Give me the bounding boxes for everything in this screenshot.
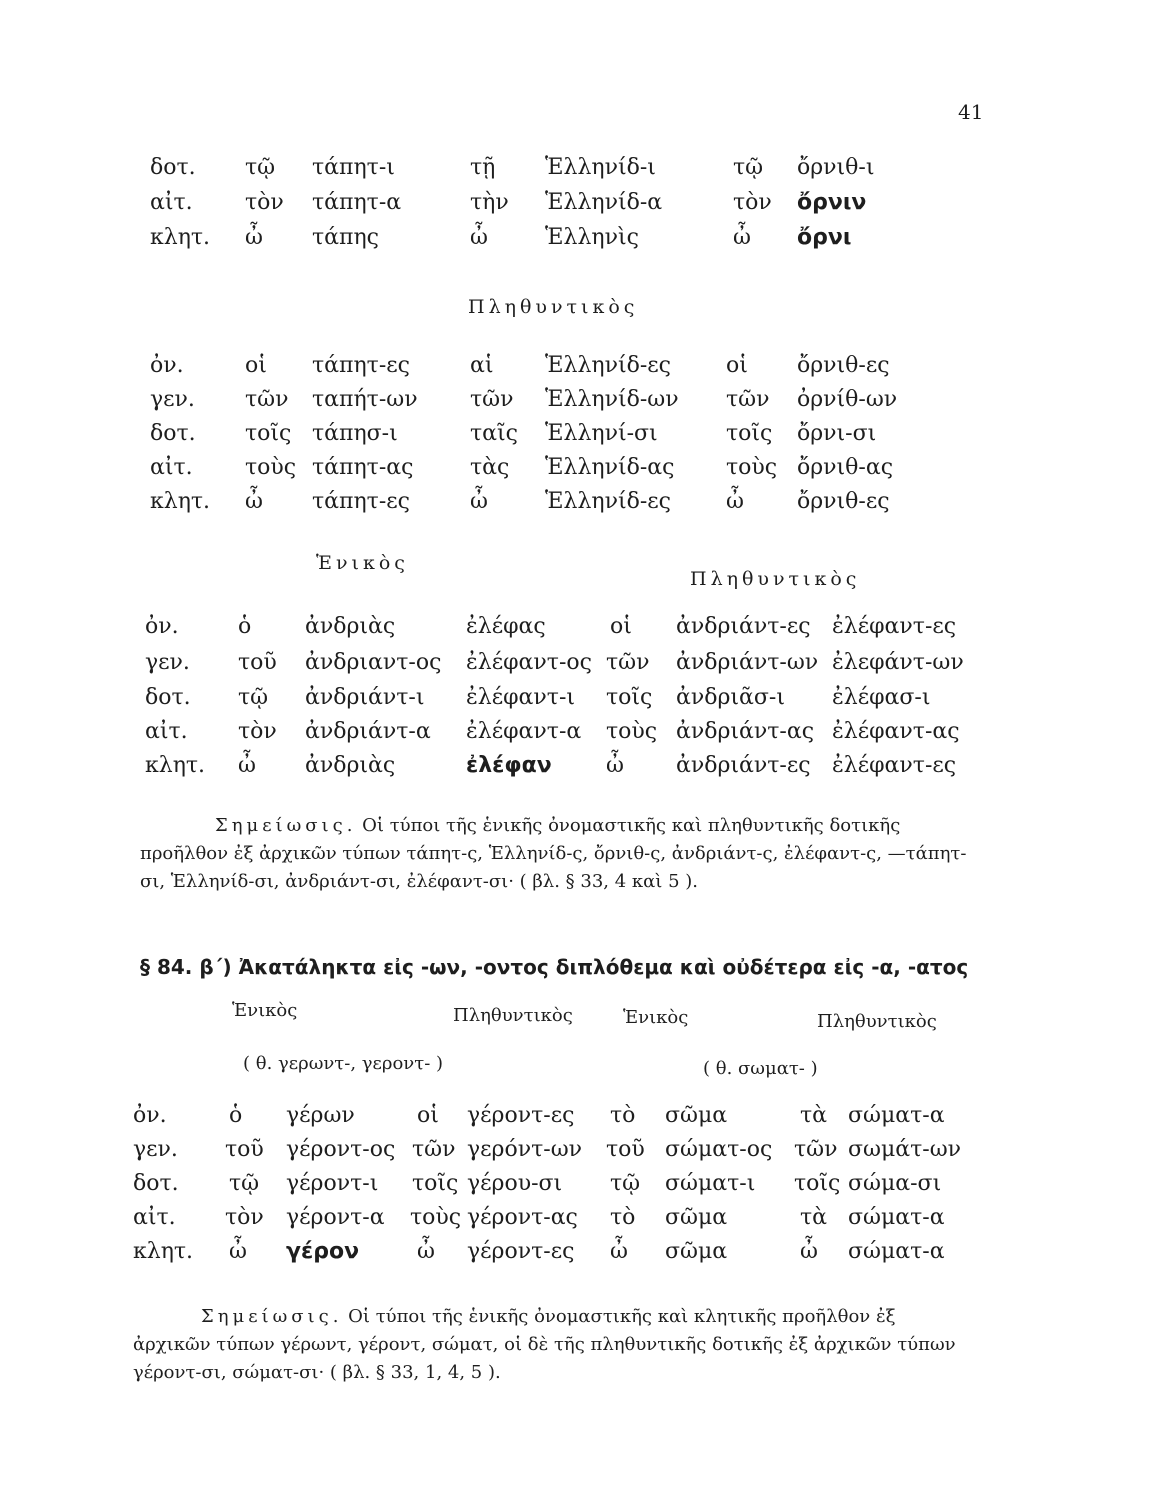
article: τῷ: [610, 1171, 641, 1196]
form: ἀνδριάντ-ας: [676, 719, 815, 744]
singular-heading: Ἑνικὸς: [232, 1000, 298, 1021]
form: σώματ-ι: [665, 1171, 756, 1196]
article: ὦ: [800, 1239, 818, 1264]
article: τοῖς: [606, 685, 653, 710]
article: τοῖς: [726, 421, 773, 446]
form: ἀνδριάντ-ων: [676, 650, 819, 675]
form: ἐλέφαντ-α: [466, 719, 582, 744]
plural-heading: Πληθυντικὸς: [468, 296, 639, 318]
article: ὦ: [733, 225, 751, 250]
plural-heading: Πληθυντικὸς: [817, 1011, 937, 1032]
form: ὀρνίθ-ων: [797, 387, 898, 412]
form: γέρων: [286, 1103, 355, 1128]
case-label: ὀν.: [133, 1103, 167, 1128]
case-label: δοτ.: [150, 155, 196, 180]
article: τῶν: [606, 650, 650, 675]
case-label: αἰτ.: [150, 190, 193, 215]
case-label: γεν.: [150, 387, 195, 412]
case-label: δοτ.: [133, 1171, 179, 1196]
case-label: ὀν.: [150, 353, 184, 378]
article: οἱ: [726, 353, 748, 378]
form: ἐλέφαντ-ες: [832, 753, 957, 778]
form: Ἑλληνὶς: [545, 225, 639, 250]
article: τῶν: [794, 1137, 838, 1162]
article: ὦ: [238, 753, 256, 778]
article: οἱ: [245, 353, 267, 378]
article: ὦ: [470, 225, 488, 250]
case-label: κλητ.: [150, 225, 211, 250]
article: τὸν: [245, 190, 284, 215]
case-label: αἰτ.: [145, 719, 188, 744]
singular-heading: Ἑνικὸς: [623, 1007, 689, 1028]
form: γέροντ-ες: [467, 1239, 575, 1264]
form: ὄρνιθ-ες: [797, 489, 890, 514]
note-text: Οἱ τύποι τῆς ἑνικῆς ὀνομαστικῆς καὶ κλητικῆς προῆλθον ἐξ ἀρχικῶν τύπων γέρωντ, γέροντ, σώματ, οἱ δὲ τῆς πληθυντικῆς δοτικῆς ἐξ ἀρχικῶν τύπων γέροντ-σι, σώματ-σι· ( βλ. § 33, 1, 4, 5 ).: [133, 1306, 956, 1383]
article: τὸ: [610, 1103, 636, 1128]
form: γέροντ-ας: [467, 1205, 578, 1230]
form-bold: ὄρνι: [797, 225, 852, 250]
article: τοὺς: [726, 455, 778, 480]
note-1: [140, 812, 980, 896]
plural-heading: Πληθυντικὸς: [690, 568, 861, 590]
form: ἀνδριάντ-α: [305, 719, 431, 744]
form: σῶμα: [665, 1239, 728, 1264]
case-label: γεν.: [145, 650, 190, 675]
article: τοῦ: [238, 650, 277, 675]
article: τοὺς: [410, 1205, 462, 1230]
form: τάπητ-α: [312, 190, 402, 215]
form: ἀνδριάντ-ες: [676, 753, 811, 778]
article: τὸν: [238, 719, 277, 744]
stem-note: ( θ. γερωντ-, γεροντ- ): [243, 1053, 444, 1074]
form: ἐλέφασ-ι: [832, 685, 931, 710]
form: ταπήτ-ων: [312, 387, 418, 412]
article: τοὺς: [245, 455, 297, 480]
article: ὦ: [245, 225, 263, 250]
article: τῶν: [470, 387, 514, 412]
case-label: δοτ.: [150, 421, 196, 446]
article: τὰς: [470, 455, 510, 480]
article: τὸν: [225, 1205, 264, 1230]
case-label: δοτ.: [145, 685, 191, 710]
form-bold: γέρον: [286, 1239, 360, 1264]
article: τὰ: [800, 1205, 828, 1230]
form: ἐλέφαντ-ες: [832, 614, 957, 639]
form: ὄρνιθ-ας: [797, 455, 894, 480]
article: τῶν: [245, 387, 289, 412]
article: ὦ: [245, 489, 263, 514]
singular-heading: Ἑνικὸς: [316, 552, 409, 574]
form-bold: ὄρνιν: [797, 190, 867, 215]
form: ἐλέφας: [466, 614, 546, 639]
article: τοῖς: [245, 421, 292, 446]
article: τοὺς: [606, 719, 658, 744]
form: ὄρνι-σι: [797, 421, 877, 446]
article: τῶν: [412, 1137, 456, 1162]
plural-heading: Πληθυντικὸς: [453, 1005, 573, 1026]
article: ὦ: [470, 489, 488, 514]
form: ἀνδριᾶσ-ι: [676, 685, 785, 710]
form: ἀνδριάντ-ες: [676, 614, 811, 639]
article: οἱ: [610, 614, 632, 639]
form: ἐλέφαντ-ος: [466, 650, 592, 675]
form: Ἑλληνί-σι: [545, 421, 658, 446]
article: τῷ: [733, 155, 764, 180]
note-text: Οἱ τύποι τῆς ἑνικῆς ὀνομαστικῆς καὶ πληθυντικῆς δοτικῆς προῆλθον ἐξ ἀρχικῶν τύπων τάπητ-ς, Ἑλληνίδ-ς, ὄρνιθ-ς, ἀνδριάντ-ς, ἐλέφαντ-ς, —τάπητ-σι, Ἑλληνίδ-σι, ἀνδριάντ-σι, ἐλέφαντ-σι· ( βλ. § 33, 4 καὶ 5 ).: [140, 815, 967, 892]
form: γέροντ-ες: [467, 1103, 575, 1128]
section-heading: § 84. β΄) Ἀκατάληκτα εἰς -ων, -οντος διπλόθεμα καὶ οὐδέτερα εἰς -α, -ατος: [140, 955, 969, 979]
form: ἐλέφαντ-ας: [832, 719, 960, 744]
form: τάπησ-ι: [312, 421, 398, 446]
article: τὴν: [470, 190, 509, 215]
article: ὦ: [606, 753, 624, 778]
case-label: ὀν.: [145, 614, 179, 639]
form: ἀνδριαντ-ος: [305, 650, 442, 675]
form: σώματ-ος: [665, 1137, 773, 1162]
case-label: αἰτ.: [133, 1205, 176, 1230]
form: Ἑλληνίδ-α: [545, 190, 663, 215]
article: τὸν: [733, 190, 772, 215]
article: τὸ: [610, 1205, 636, 1230]
case-label: κλητ.: [150, 489, 211, 514]
form: γέροντ-α: [286, 1205, 385, 1230]
form: τάπης: [312, 225, 379, 250]
article: ὦ: [417, 1239, 435, 1264]
form: σώμα-σι: [848, 1171, 942, 1196]
form: σώματ-α: [848, 1239, 945, 1264]
article: ὁ: [238, 614, 252, 639]
case-label: αἰτ.: [150, 455, 193, 480]
article: τοῦ: [225, 1137, 264, 1162]
form: Ἑλληνίδ-ας: [545, 455, 675, 480]
form: σῶμα: [665, 1103, 728, 1128]
article: τῷ: [238, 685, 269, 710]
form: ἀνδριὰς: [305, 753, 396, 778]
form: τάπητ-ες: [312, 353, 410, 378]
article: τοῖς: [412, 1171, 459, 1196]
article: τῶν: [726, 387, 770, 412]
note-label: Σημείωσις.: [201, 1306, 343, 1327]
article: τῷ: [245, 155, 276, 180]
form: γέροντ-ι: [286, 1171, 379, 1196]
article: τὰ: [800, 1103, 828, 1128]
article: ταῖς: [470, 421, 518, 446]
form: Ἑλληνίδ-ων: [545, 387, 679, 412]
form: Ἑλληνίδ-ι: [545, 155, 656, 180]
note-label: Σημείωσις.: [215, 815, 357, 836]
form-bold: ἐλέφαν: [466, 753, 552, 778]
form: σώματ-α: [848, 1205, 945, 1230]
article: ὦ: [610, 1239, 628, 1264]
form: Ἑλληνίδ-ες: [545, 489, 671, 514]
form: γερόντ-ων: [467, 1137, 583, 1162]
note-2: [133, 1303, 973, 1387]
article: οἱ: [417, 1103, 439, 1128]
form: Ἑλληνίδ-ες: [545, 353, 671, 378]
form: ὄρνιθ-ες: [797, 353, 890, 378]
article: ὦ: [726, 489, 744, 514]
form: ἀνδριάντ-ι: [305, 685, 425, 710]
form: ἐλεφάντ-ων: [832, 650, 964, 675]
article: αἱ: [470, 353, 494, 378]
form: σωμάτ-ων: [848, 1137, 962, 1162]
article: ὁ: [229, 1103, 243, 1128]
form: σώματ-α: [848, 1103, 945, 1128]
article: τοῖς: [794, 1171, 841, 1196]
form: ἐλέφαντ-ι: [466, 685, 576, 710]
form: γέροντ-ος: [286, 1137, 396, 1162]
case-label: κλητ.: [133, 1239, 194, 1264]
form: ὄρνιθ-ι: [797, 155, 875, 180]
form: γέρου-σι: [467, 1171, 563, 1196]
form: τάπητ-ας: [312, 455, 414, 480]
case-label: κλητ.: [145, 753, 206, 778]
case-label: γεν.: [133, 1137, 178, 1162]
article: τῷ: [229, 1171, 260, 1196]
form: ἀνδριὰς: [305, 614, 396, 639]
stem-note: ( θ. σωματ- ): [703, 1058, 818, 1079]
form: σῶμα: [665, 1205, 728, 1230]
form: τάπητ-ες: [312, 489, 410, 514]
form: τάπητ-ι: [312, 155, 395, 180]
page-number: 41: [958, 100, 984, 124]
article: τῇ: [470, 155, 496, 180]
article: ὦ: [229, 1239, 247, 1264]
article: τοῦ: [606, 1137, 645, 1162]
